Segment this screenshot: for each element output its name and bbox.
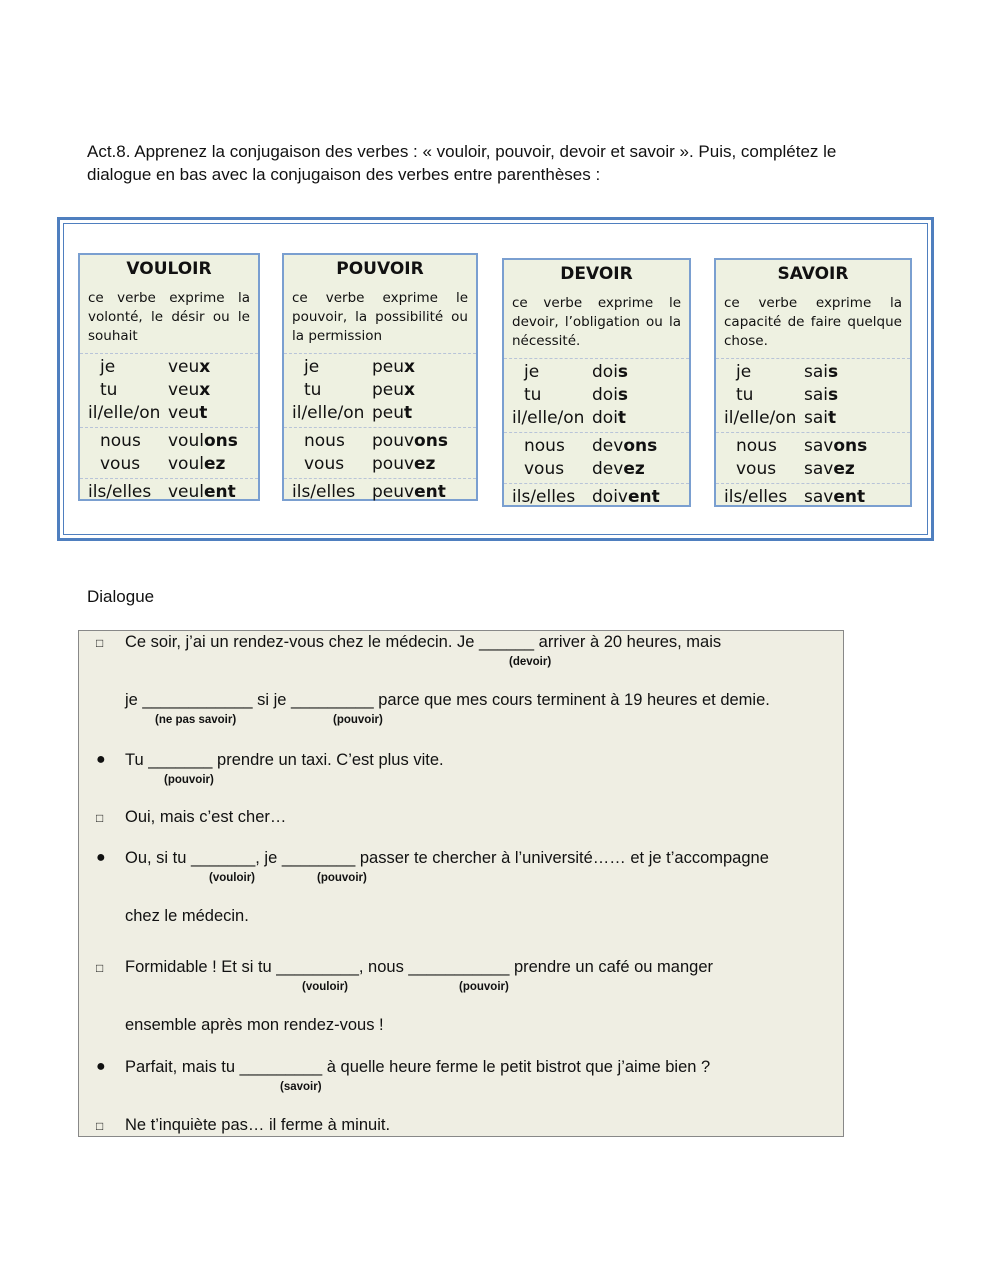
verb-ending: t — [617, 408, 627, 428]
verb-ending: s — [828, 362, 839, 382]
verb-form — [804, 486, 865, 509]
pronoun: ils/elles — [88, 482, 152, 502]
pronoun: ils/elles — [292, 482, 356, 502]
verb-form — [804, 361, 838, 384]
verb-stem: sai — [804, 362, 828, 382]
verb-stem: dev — [592, 459, 624, 479]
verb-form — [168, 481, 236, 504]
dialogue-heading: Dialogue — [87, 587, 155, 606]
verb-ending: ent — [627, 487, 660, 507]
conjugation-group — [504, 359, 689, 433]
conjugation-row — [284, 430, 476, 453]
verb-form — [372, 430, 448, 453]
verb-hint: (pouvoir) — [317, 872, 367, 884]
verb-ending: ez — [833, 459, 855, 479]
conjugation-group — [716, 433, 910, 484]
dialogue-line: je ____________ si je _________ parce que mes cours terminent à 19 heures et demie. — [125, 691, 770, 709]
conjugation-group — [80, 479, 258, 506]
pronoun: tu — [524, 385, 542, 405]
pronoun: il/elle/on — [724, 408, 797, 428]
verb-description: ce verbe exprime la capacité de faire quelque chose. — [716, 290, 910, 359]
conjugation-row — [504, 458, 689, 481]
conjugation-row — [284, 481, 476, 504]
conjugation-row — [80, 430, 258, 453]
conjugation-group — [716, 484, 910, 511]
conjugation-row — [284, 453, 476, 476]
conjugation-group — [504, 484, 689, 511]
verb-ending: ez — [414, 454, 436, 474]
dialogue-line: Parfait, mais tu _________ à quelle heure ferme le petit bistrot que j’aime bien ? — [125, 1058, 711, 1076]
verb-ending: ez — [203, 454, 226, 474]
pronoun: vous — [524, 459, 565, 479]
pronoun: ils/elles — [512, 487, 576, 507]
conjugation-row — [504, 407, 689, 430]
conjugation-group — [716, 359, 910, 433]
pronoun: nous — [100, 431, 141, 451]
verb-hint: (pouvoir) — [164, 774, 214, 786]
conjugation-group — [504, 433, 689, 484]
verb-stem: sai — [804, 385, 828, 405]
pronoun: vous — [100, 454, 141, 474]
verb-stem: pouv — [372, 431, 415, 451]
conjugation-group — [80, 354, 258, 428]
verb-stem: veu — [168, 403, 200, 423]
pronoun: il/elle/on — [88, 403, 161, 423]
verb-stem: doi — [592, 408, 618, 428]
verb-hint: (ne pas savoir) — [155, 714, 237, 726]
conjugation-row — [80, 356, 258, 379]
pronoun: nous — [736, 436, 777, 456]
conjugation-row — [504, 361, 689, 384]
verb-ending: ez — [623, 459, 645, 479]
pronoun: il/elle/on — [512, 408, 585, 428]
bullet-icon: ● — [96, 1058, 106, 1075]
verb-ending: x — [199, 357, 211, 377]
verb-form — [592, 384, 628, 407]
verb-form — [168, 430, 238, 453]
pronoun: nous — [304, 431, 345, 451]
pronoun: ils/elles — [724, 487, 788, 507]
pronoun: tu — [304, 380, 322, 400]
dialogue-line: ensemble après mon rendez-vous ! — [125, 1016, 384, 1034]
verb-form — [804, 435, 867, 458]
verb-ending: ons — [833, 436, 868, 456]
bullet-icon: ● — [96, 849, 106, 866]
dialogue-line: Tu _______ prendre un taxi. C’est plus vite. — [125, 751, 444, 769]
checkbox-icon: □ — [96, 811, 104, 825]
verb-hint: (savoir) — [280, 1081, 322, 1093]
verb-stem: sai — [804, 408, 828, 428]
pronoun: il/elle/on — [292, 403, 365, 423]
verb-form — [592, 486, 660, 509]
conjugation-row — [284, 379, 476, 402]
verb-table-vouloir — [78, 253, 260, 501]
verb-hint: (pouvoir) — [333, 714, 383, 726]
verb-ending: s — [617, 362, 629, 382]
dialogue-line: Ce soir, j’ai un rendez-vous chez le médecin. Je ______ arriver à 20 heures, mais — [125, 633, 722, 651]
conjugation-row — [504, 384, 689, 407]
verb-description: ce verbe exprime la volonté, le désir ou le souhait — [80, 285, 258, 354]
dialogue-box — [78, 630, 844, 1137]
pronoun: vous — [736, 459, 777, 479]
verb-form — [372, 453, 435, 476]
verb-ending: ent — [414, 482, 446, 502]
verb-form — [168, 356, 210, 379]
conjugation-row — [716, 458, 910, 481]
checkbox-icon: □ — [96, 1119, 104, 1133]
verb-ending: s — [828, 385, 839, 405]
verb-form — [168, 453, 225, 476]
verb-stem: pouv — [372, 454, 415, 474]
checkbox-icon: □ — [96, 636, 104, 650]
verb-form — [372, 379, 415, 402]
verb-stem: sav — [804, 436, 834, 456]
conjugation-row — [80, 481, 258, 504]
verb-ending: x — [404, 380, 415, 400]
conjugation-group — [284, 479, 476, 506]
verb-hint: (vouloir) — [302, 981, 348, 993]
conjugation-row — [716, 407, 910, 430]
verb-ending: t — [404, 403, 413, 423]
verb-ending: x — [199, 380, 211, 400]
verb-stem: doi — [592, 362, 618, 382]
verb-ending: ent — [833, 487, 866, 507]
conjugation-group — [284, 428, 476, 479]
verb-ending: t — [828, 408, 837, 428]
verb-table-devoir — [502, 258, 691, 507]
verb-title: SAVOIR — [777, 264, 849, 284]
verb-form — [804, 458, 855, 481]
verb-table-savoir — [714, 258, 912, 507]
verb-title: POUVOIR — [336, 259, 424, 279]
verb-form — [804, 384, 838, 407]
verb-title: DEVOIR — [560, 264, 633, 284]
verb-form — [592, 361, 628, 384]
verb-stem: peu — [372, 403, 405, 423]
verb-hint: (vouloir) — [209, 872, 255, 884]
verb-ending: ons — [203, 431, 238, 451]
dialogue-line: chez le médecin. — [125, 907, 249, 925]
verb-description: ce verbe exprime le pouvoir, la possibilité ou la permission — [284, 285, 476, 354]
verb-form — [592, 435, 657, 458]
conjugation-row — [716, 486, 910, 509]
verb-stem: peu — [372, 380, 405, 400]
conjugation-row — [284, 356, 476, 379]
verb-ending: ent — [204, 482, 236, 502]
verb-stem: veul — [168, 482, 205, 502]
verb-form — [372, 481, 446, 504]
pronoun: nous — [524, 436, 565, 456]
verb-ending: t — [199, 403, 208, 423]
checkbox-icon: □ — [96, 961, 104, 975]
conjugation-group — [80, 428, 258, 479]
verb-ending: ons — [414, 431, 448, 451]
conjugation-row — [80, 379, 258, 402]
conjugation-row — [284, 402, 476, 425]
conjugation-row — [716, 384, 910, 407]
verb-stem: peuv — [372, 482, 415, 502]
conjugation-row — [80, 402, 258, 425]
verb-stem: sav — [804, 459, 834, 479]
conjugation-group — [284, 354, 476, 428]
verb-ending: x — [404, 357, 415, 377]
verb-form — [168, 402, 207, 425]
verb-form — [592, 458, 645, 481]
verb-form — [372, 356, 415, 379]
bullet-icon: ● — [96, 751, 106, 768]
pronoun: je — [524, 362, 540, 382]
verb-ending: ons — [623, 436, 658, 456]
dialogue-line: Ne t’inquiète pas… il ferme à minuit. — [125, 1116, 391, 1134]
conjugation-row — [716, 361, 910, 384]
verb-stem: doi — [592, 385, 618, 405]
verb-form — [592, 407, 626, 430]
verb-title: VOULOIR — [126, 259, 212, 279]
verb-stem: voul — [168, 431, 204, 451]
verb-table-pouvoir — [282, 253, 478, 501]
pronoun: tu — [100, 380, 118, 400]
verb-stem: dev — [592, 436, 624, 456]
pronoun: tu — [736, 385, 754, 405]
verb-stem: peu — [372, 357, 405, 377]
verb-stem: voul — [168, 454, 204, 474]
verb-form — [804, 407, 836, 430]
conjugation-row — [80, 453, 258, 476]
dialogue-line: Oui, mais c’est cher… — [125, 808, 287, 826]
verb-hint: (devoir) — [509, 656, 552, 668]
conjugation-row — [504, 486, 689, 509]
verb-form — [168, 379, 210, 402]
verb-stem: veu — [168, 380, 200, 400]
pronoun: je — [736, 362, 752, 382]
dialogue-line: Ou, si tu _______, je ________ passer te chercher à l’université…… et je t’accompagne — [125, 849, 769, 867]
verb-ending: s — [617, 385, 629, 405]
verb-hint: (pouvoir) — [459, 981, 509, 993]
verb-form — [372, 402, 412, 425]
verb-description: ce verbe exprime le devoir, l’obligation ou la nécessité. — [504, 290, 689, 359]
conjugation-row — [504, 435, 689, 458]
verb-stem: sav — [804, 487, 834, 507]
pronoun: vous — [304, 454, 345, 474]
pronoun: je — [100, 357, 116, 377]
pronoun: je — [304, 357, 320, 377]
instructions: Act.8. Apprenez la conjugaison des verbes : « vouloir, pouvoir, devoir et savoir ». Puis, complétez le dialogue en bas avec la conjugaison des verbes entre parenthèses : — [87, 142, 837, 184]
verb-stem: doiv — [592, 487, 628, 507]
verb-stem: veu — [168, 357, 200, 377]
dialogue-line: Formidable ! Et si tu _________, nous ___________ prendre un café ou manger — [125, 958, 713, 976]
conjugation-row — [716, 435, 910, 458]
